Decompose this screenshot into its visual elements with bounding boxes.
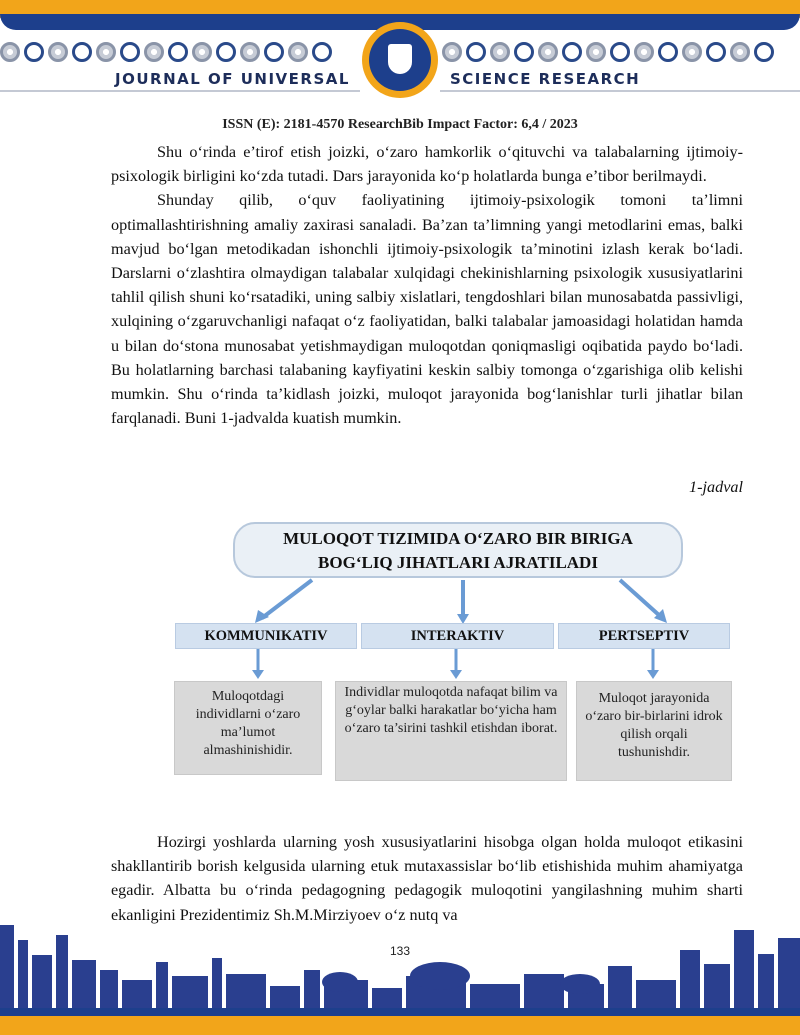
connector-right xyxy=(620,580,660,616)
issn-line: ISSN (E): 2181-4570 ResearchBib Impact Factor: 6,4 / 2023 xyxy=(222,117,578,132)
connector-down-right-head xyxy=(647,670,659,679)
description-interaktiv: Individlar muloqotda nafaqat bilim va g‘oylar balki harakatlar bo‘yicha ham o‘zaro ta’sirini tashkil etishdan iborat. xyxy=(335,681,567,781)
connector-down-center-head xyxy=(450,670,462,679)
paragraph-3: Hozirgi yoshlarda ularning yosh xususiyatlarini hisobga olgan holda muloqot etikasini shakllantirib borish kelgusida ularning etuk mutaxassislar bo‘lib etishishida muhim ahamiyatga egadir. Albatta bu o‘rinda pedagogning pedagogik muloqotini yangilashning muhim sharti ekanligini Prezidentimiz Sh.M.Mirziyoev o‘z nutq va xyxy=(111,833,743,924)
diagram-title-line2: BOG‘LIQ JIHATLARI AJRATILADI xyxy=(318,553,598,572)
description-kommunikativ: Muloqotdagi individlarni o‘zaro ma’lumot almashinishidir. xyxy=(174,681,322,775)
journal-name-left: JOURNAL OF UNIVERSAL xyxy=(115,70,350,88)
category-kommunikativ: KOMMUNIKATIV xyxy=(175,623,357,649)
diagram-title-line1: MULOQOT TIZIMIDA O‘ZARO BIR BIRIGA xyxy=(283,529,633,548)
category-interaktiv: INTERAKTIV xyxy=(361,623,554,649)
description-pertseptiv: Muloqot jarayonida o‘zaro bir-birlarini idrok qilish orqali tushunishdir. xyxy=(576,681,732,781)
page-number: 133 xyxy=(389,944,411,958)
table-caption: 1-jadval xyxy=(689,478,743,496)
category-pertseptiv: PERTSEPTIV xyxy=(558,623,730,649)
connector-left xyxy=(262,580,312,618)
connector-down-left-head xyxy=(252,670,264,679)
journal-name-right: SCIENCE RESEARCH xyxy=(450,70,641,88)
paragraph-2: Shunday qilib, o‘quv faoliyatining ijtimoiy-psixologik tomoni ta’limni optimallashtirishning amaliy zaxirasi sanaladi. Ba’zan ta’limning yangi metodlarini emas, balki mavjud bo‘lgan metodikadan ishonchli ijtimoiy-psixologik ta’minotini izlash kerak bo‘ladi. Darslarni o‘zlashtira olmaydigan talabalar xulqidagi chekinishlarning psixologik xususiyatlarini tahlil qilish shuni ko‘rsatadiki, uning salbiy xislatlari, tengdoshlari bilan munosabatda passivligi, xulqining o‘zgaruvchanligi nafaqat o‘z faoliyatidan, balki talabalar jamoasidagi holatidan hamda u bilan do‘stona munosabat yetishmaydigan muloqotdan qoniqmasligi oqibatida paydo bo‘ladi. Bu holatlarning barchasi talabaning kayfiyatini keskin salbiy tomonga o‘zgarishiga olib kelishi mumkin. Shu o‘rinda ta’kidlash joizki, muloqot jarayonida bog‘lanishlar turli jihatlar bilan farqlanadi. Buni 1-jadvalda kuatish mumkin. xyxy=(111,191,743,428)
paragraph-1: Shu o‘rinda e’tirof etish joizki, o‘zaro hamkorlik o‘qituvchi va talabalarning ijtimoiy-psixologik birligini ko‘zda tutadi. Dars jarayonida ko‘p holatlarda bunga e’tibor berilmaydi. xyxy=(111,143,743,186)
footer-skyline xyxy=(0,900,800,1035)
